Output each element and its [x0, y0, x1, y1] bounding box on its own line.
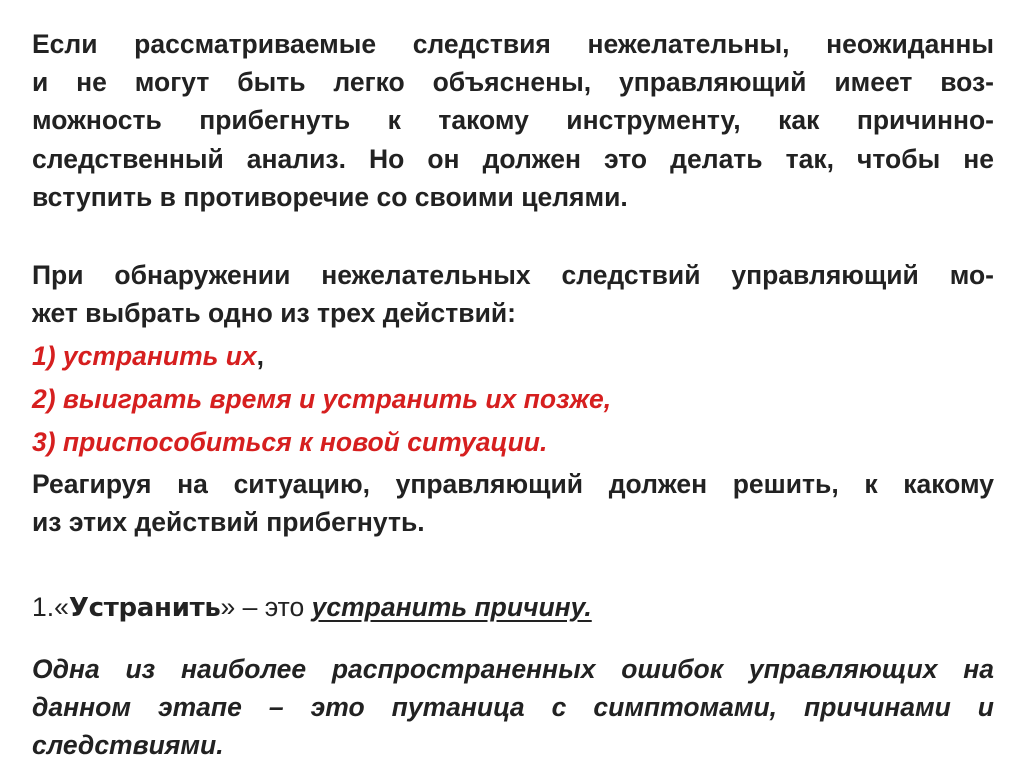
intro-paragraph: [32, 25, 994, 216]
option-1: [32, 337, 264, 375]
option-2: 2) выиграть время и устранить их позже,: [32, 384, 612, 414]
slide-content: [32, 0, 994, 767]
definition-meaning: устранить причину.: [311, 592, 592, 622]
option-3: 3) приспособиться к новой ситуации.: [32, 427, 548, 457]
decision-line-2: из этих действий прибегнуть.: [32, 507, 425, 538]
definition-term: Устранить: [68, 593, 221, 623]
decision-line-1: Реагируя на ситуацию, управляющий должен решить, к какому: [32, 469, 994, 499]
actions-intro-line-2: жет выбрать одно из трех действий:: [32, 298, 516, 329]
definition-middle: » – это: [220, 592, 312, 622]
actions-intro-line-1: При обнаружении нежелательных следствий управляющий мо-: [32, 260, 994, 290]
intro-line-2: и не могут быть легко объяснены, управляющий имеет воз-: [32, 67, 994, 98]
mistake-line-2: данном этапе – это путаница с симптомами, причинами и: [32, 692, 994, 723]
definition-line: [32, 588, 592, 627]
decision-paragraph: [32, 465, 994, 541]
option-1-text: 1) устранить их: [32, 341, 257, 371]
intro-line-1: Если рассматриваемые следствия нежелательны, неожиданны: [32, 29, 994, 59]
intro-line-4: следственный анализ. Но он должен это делать так, чтобы не: [32, 143, 994, 174]
mistake-paragraph: [32, 650, 994, 765]
intro-line-5: вступить в противоречие со своими целями.: [32, 181, 628, 212]
mistake-line-1: Одна из наиболее распространенных ошибок управляющих на: [32, 654, 994, 684]
mistake-line-3: следствиями.: [32, 730, 224, 761]
actions-intro-paragraph: [32, 256, 994, 332]
option-1-comma: ,: [256, 341, 265, 371]
definition-prefix: 1.«: [32, 592, 69, 622]
intro-line-3: можность прибегнуть к такому инструменту, как причинно-: [32, 105, 994, 136]
